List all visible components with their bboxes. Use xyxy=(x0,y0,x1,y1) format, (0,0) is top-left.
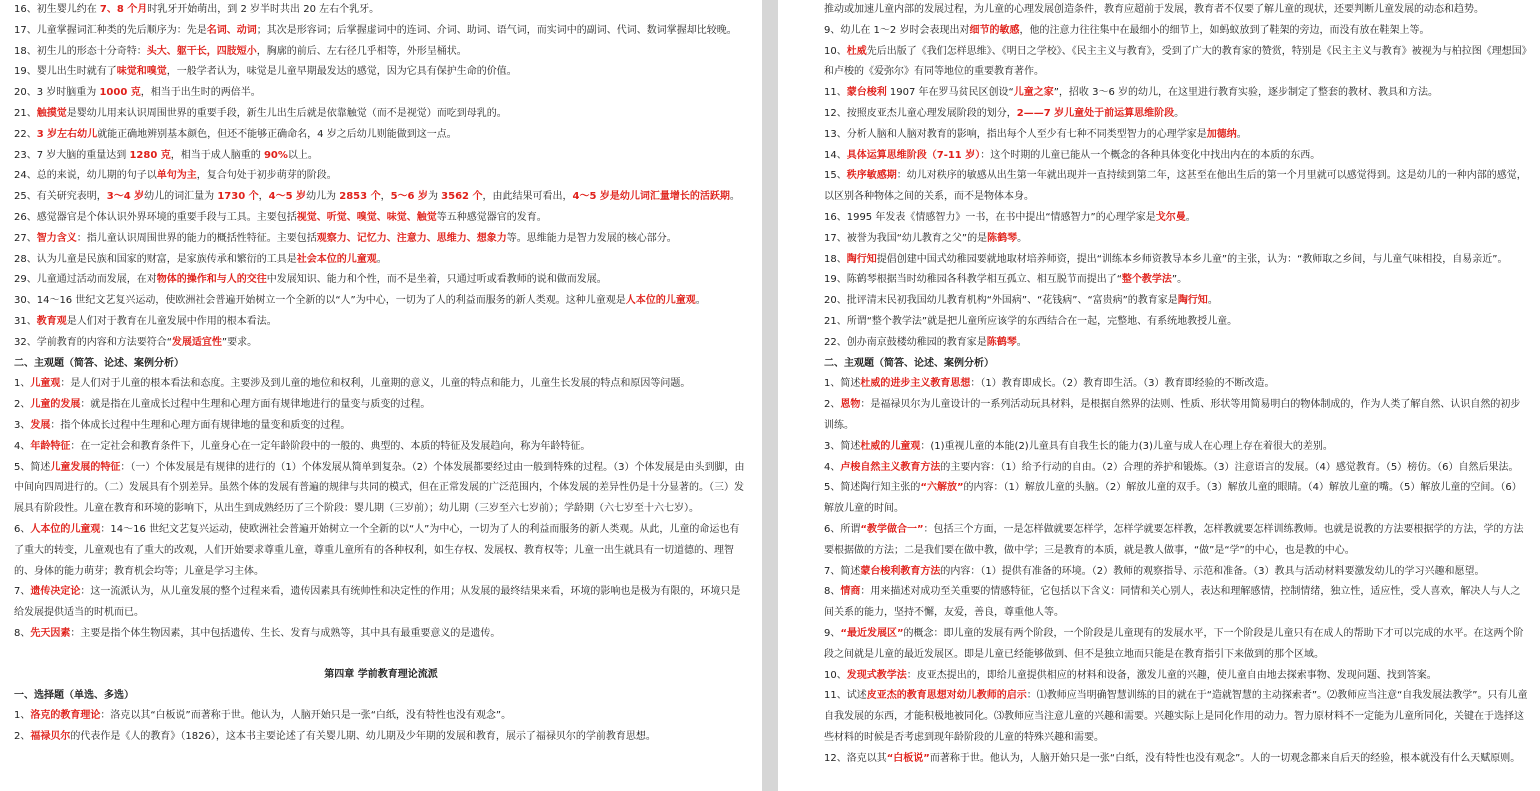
text-run: 24、总的来说，幼儿期的句子以 xyxy=(14,170,157,182)
highlighted-term: 具体运算思维阶段（7-11 岁） xyxy=(846,149,981,161)
text-run: 9、幼儿在 1～2 岁时会表现出对 xyxy=(824,24,970,36)
text-run: 4、 xyxy=(824,461,841,473)
text-run: 等。思维能力是智力发展的核心部分。 xyxy=(506,232,677,244)
text-run: 提倡创建中国式幼稚园要就地取材培养师资，提出“训练本乡师资教导本乡儿童”的主张，认为：“教师取之乡间，与儿童气味相投，自易亲近”。 xyxy=(876,253,1508,265)
text-run: 的概念：即儿童的发展有两个阶段，一个阶段是儿童现有的发展水平，下一个阶段是儿童只有在成人的帮助下才可以完成的水平。在这两个阶段之间就是儿童的最近发展区。即是儿童已经能够做到、但不是独立地而只能是在教育指引下来做到的那个区域。 xyxy=(824,627,1524,660)
paragraph xyxy=(14,229,748,250)
text-run: 17、儿童掌握词汇种类的先后顺序为：先是 xyxy=(14,24,207,36)
highlighted-term: 7、8 个月 xyxy=(99,4,148,15)
paragraph xyxy=(824,21,1530,42)
text-run: 2、 xyxy=(14,731,31,743)
paragraph xyxy=(824,374,1530,395)
text-run: 16、1995 年发表《情感智力》一书，在书中提出“情感智力”的心理学家是 xyxy=(824,211,1156,223)
text-run: 幼儿为 xyxy=(306,191,340,203)
paragraph xyxy=(14,395,748,416)
paragraph xyxy=(14,250,748,271)
highlighted-term: 儿童观 xyxy=(30,378,61,390)
text-run: ，复合句处于初步萌芽的阶段。 xyxy=(196,170,337,182)
highlighted-term: 4～5 岁是幼儿词汇量增长的活跃期 xyxy=(572,191,730,203)
text-run: ：指个体成长过程中生理和心理方面有规律地的量变和质变的过程。 xyxy=(50,419,351,431)
highlighted-term: 3 岁左右幼儿 xyxy=(36,128,98,140)
paragraph xyxy=(824,146,1530,167)
paragraph xyxy=(824,250,1530,271)
paragraph xyxy=(14,62,748,83)
text-run: ，一般学者认为，味觉是儿童早期最发达的感觉，因为它具有保护生命的价值。 xyxy=(166,66,517,78)
highlighted-term: 杜威的进步主义教育思想 xyxy=(860,378,971,390)
highlighted-term: 发现式教学法 xyxy=(846,669,907,681)
text-run: 6、 xyxy=(14,523,31,535)
text-run: ；其次是形容词；后掌握虚词中的连词、介词、助词、语气词，而实词中的副词、代词、数词掌握却比较晚。 xyxy=(256,24,737,36)
highlighted-term: 发展 xyxy=(30,419,51,431)
text-run: 第四章 学前教育理论流派 xyxy=(324,668,438,680)
text-run: 12、按照皮亚杰儿童心理发展阶段的划分， xyxy=(824,107,1017,119)
text-run: ：是福禄贝尔为儿童设计的一系列活动玩具材料，是根据自然界的法则、性质、形状等用简易明白的物体制成的，作为人类了解自然、认识自然的初步训练。 xyxy=(824,399,1521,431)
highlighted-term: “最近发展区” xyxy=(840,627,904,639)
text-run: 的主要内容：（1）给予行动的自由。（2）合理的养护和锻炼。（3）注意语言的发展。（4）感觉教育。（5）榜仿。（6）自然后果法。 xyxy=(940,461,1519,473)
paragraph xyxy=(14,416,748,437)
paragraph xyxy=(824,624,1530,666)
text-run: 。 xyxy=(1017,232,1028,244)
text-run: 20、批评清末民初我国幼儿教育机构“外国病”、“花钱病”、“富贵病”的教育家是 xyxy=(824,295,1178,307)
paragraph xyxy=(14,166,748,187)
text-run: 时乳牙开始萌出，到 2 岁半时共出 20 左右个乳牙。 xyxy=(147,4,380,15)
paragraph xyxy=(14,333,748,354)
highlighted-term: 儿童发展的特征 xyxy=(50,461,121,473)
highlighted-term: 整个教学法 xyxy=(1121,274,1172,286)
text-run: 31、 xyxy=(14,315,37,327)
text-run: 10、 xyxy=(824,669,847,681)
text-run: 5、简述 xyxy=(14,461,51,473)
highlighted-term: 秩序敏感期 xyxy=(846,170,897,182)
text-run: ，胸廓的前后、左右径几乎相等，外形呈桶状。 xyxy=(256,45,467,57)
highlighted-term: 皮亚杰的教育思想对幼儿教师的启示 xyxy=(866,690,1027,702)
paragraph xyxy=(824,291,1530,312)
text-run: 而著称于世。他认为，人脑开始只是一张“白纸，没有特性也没有观念”。人的一切观念都来自后天的经验，根本就没有什么天赋原则。 xyxy=(929,752,1521,764)
text-run: ：幼儿对秩序的敏感从出生第一年就出现并一直持续到第二年，这甚至在他出生后的第一个月里就可以感觉得到。这是幼儿的一种内部的感觉，以区别各种物体之间的关系，而不是物体本身。 xyxy=(824,170,1527,203)
paragraph xyxy=(824,312,1530,333)
paragraph xyxy=(824,562,1530,583)
text-run: 17、被誉为我国“幼儿教育之父”的是 xyxy=(824,232,988,244)
text-run: 。 xyxy=(729,191,740,203)
highlighted-term: 杜威的儿童观 xyxy=(860,440,921,452)
text-run: 是人们对于教育在儿童发展中作用的根本看法。 xyxy=(66,315,277,327)
paragraph xyxy=(824,666,1530,687)
text-run: 的内容：（1）解放儿童的头脑。（2）解放儿童的双手。（3）解放儿童的眼睛。（4）解放儿童的嘴。（5）解放儿童的空间。（6）解放儿童的时间。 xyxy=(824,482,1522,515)
text-run: 19、陈鹤琴根据当时幼稚园各科教学相互孤立、相互脱节而提出了“ xyxy=(824,274,1122,286)
paragraph xyxy=(14,624,748,645)
text-run: 。 xyxy=(1185,211,1196,223)
paragraph xyxy=(14,727,748,748)
text-run: ，相当于成人脑重的 xyxy=(170,149,264,161)
highlighted-term: 情商 xyxy=(840,586,861,598)
paragraph xyxy=(824,83,1530,104)
text-run: 7、简述 xyxy=(824,565,861,577)
text-run: ：就是指在儿童成长过程中生理和心理方面有规律地进行的量变与质变的过程。 xyxy=(80,399,431,411)
section-heading xyxy=(14,686,748,707)
highlighted-term: “六解放” xyxy=(920,482,964,494)
highlighted-term: 2——7 岁儿童处于前运算思维阶段 xyxy=(1016,107,1175,119)
highlighted-term: 智力含义 xyxy=(36,232,77,244)
text-run: 21、所谓“整个教学法”就是把儿童所应该学的东西结合在一起，完整地、有系统地教授儿童。 xyxy=(824,315,1238,327)
highlighted-term: 头大、躯干长，四肢短小 xyxy=(146,45,257,57)
text-run: 20、3 岁时脑重为 xyxy=(14,87,100,99)
paragraph xyxy=(824,0,1530,21)
text-run: 25、有关研究表明， xyxy=(14,191,107,203)
text-run: ，由此结果可看出， xyxy=(482,191,573,203)
highlighted-term: 教育观 xyxy=(36,315,67,327)
paragraph xyxy=(14,458,748,520)
paragraph xyxy=(14,374,748,395)
highlighted-term: 味觉和嗅觉 xyxy=(116,66,167,78)
text-run: 。 xyxy=(695,295,706,307)
text-run: ：是人们对于儿童的根本看法和态度。主要涉及到儿童的地位和权利，儿童期的意义，儿童的特点和能力，儿童生长发展的特点和原因等问题。 xyxy=(60,378,691,390)
text-run: 的代表作是《人的教育》（1826），这本书主要论述了有关婴儿期、幼儿期及少年期的发展和教育，展示了福禄贝尔的学前教育思想。 xyxy=(70,731,656,743)
highlighted-term: 5～6 岁 xyxy=(390,191,428,203)
text-run: ：用来描述对成功至关重要的情感特征，它包括以下含义：同情和关心别人，表达和理解感情，控制情绪，独立性，适应性，受人喜欢，解决人与人之间关系的能力，坚持不懈，友爱，善良，尊重他人等。 xyxy=(824,586,1521,619)
paragraph xyxy=(824,125,1530,146)
paragraph xyxy=(824,270,1530,291)
text-run: ：⑴教师应当明确智慧训练的目的就在于“造就智慧的主动探索者”。⑵教师应当注意“自我发展法教学”。只有儿童自我发展的东西，才能积极地被同化。⑶教师应当注意儿童的兴趣和需要。兴趣实际上是同化作用的动力。智力原材料不一定能为儿童所同化，关键在于选择这些材料的时候是否考虑到现年龄阶段的儿童的特殊兴趣和需要。 xyxy=(824,690,1528,743)
highlighted-term: “白板说” xyxy=(886,752,930,764)
text-run: 27、 xyxy=(14,232,37,244)
text-run: ：这一流派认为，从儿童发展的整个过程来看，遗传因素具有统帅性和决定性的作用；从发展的最终结果来看，环境的影响也是极为有限的，环境只是给发展提供适当的时机而已。 xyxy=(14,586,741,619)
highlighted-term: 恩物 xyxy=(840,399,861,411)
text-run: 16、初生婴儿约在 xyxy=(14,4,100,15)
text-run: ：这个时期的儿童已能从一个概念的各种具体变化中找出内在的本质的东西。 xyxy=(980,149,1321,161)
text-run: 1、 xyxy=(14,710,31,722)
paragraph xyxy=(824,458,1530,479)
paragraph xyxy=(824,229,1530,250)
text-run: 21、 xyxy=(14,107,37,119)
highlighted-term: 1280 克 xyxy=(129,149,171,161)
text-run: 。 xyxy=(1236,128,1247,140)
highlighted-term: 陶行知 xyxy=(1177,295,1208,307)
highlighted-term: 视觉、听觉、嗅觉、味觉、触觉 xyxy=(296,211,437,223)
text-run: 先后出版了《我们怎样思维》、《明日之学校》、《民主主义与教育》，受到了广大的教育家的赞赏，特别是《民主主义与教育》被视为与柏拉图《理想国》和卢梭的《爱弥尔》有同等地位的重要教育著作。 xyxy=(824,45,1527,78)
text-run: ：（1）教育即成长。（2）教育即生活。（3）教育即经验的不断改造。 xyxy=(970,378,1275,390)
paragraph xyxy=(824,395,1530,437)
highlighted-term: 人本位的儿童观 xyxy=(625,295,696,307)
text-run: ， xyxy=(258,191,269,203)
text-run: 推动或加速儿童内部的发展过程，为儿童的心理发展创造条件，教育应超前于发展，教育者不仅要了解儿童的现状，还要判断儿童发展的动态和趋势。 xyxy=(824,4,1484,15)
text-run: 18、 xyxy=(824,253,847,265)
text-run: ”。 xyxy=(1171,274,1188,286)
text-run: 8、 xyxy=(14,627,31,639)
text-run: 13、分析人脑和人脑对教育的影响，指出每个人至少有七种不同类型智力的心理学家是 xyxy=(824,128,1207,140)
text-run: 二、主观题（简答、论述、案例分析） xyxy=(14,357,184,369)
text-run: 7、 xyxy=(14,586,31,598)
text-run: 30、14～16 世纪文艺复兴运动，使欧洲社会普遍开始树立一个全新的以“人”为中心，一切为了人的利益而服务的新人类观。这种儿童观是 xyxy=(14,295,626,307)
text-run: 2、 xyxy=(14,399,31,411)
paragraph xyxy=(14,0,748,21)
text-run: 14、 xyxy=(824,149,847,161)
highlighted-term: 细节的敏感 xyxy=(969,24,1020,36)
text-run: 5、简述陶行知主张的 xyxy=(824,482,921,494)
text-run: ：指儿童认识周围世界的能力的概括性特征。主要包括 xyxy=(76,232,317,244)
text-run: ：（一）个体发展是有规律的进行的（1）个体发展从简单到复杂。（2）个体发展都要经过由一般到特殊的过程。（3）个体发展是由头到脚，由中间向四周进行的。（二）发展具有个别差异。虽然个体的发展有普遍的规律与共同的模式，但在正常发展的广泛范围内，个体发展的差异性仍是十分显著的。（三）发展具有阶段性。儿童在教育和环境的影响下，从出生到成熟经历了三个阶段：婴儿期（三岁前）；幼儿期（三岁至六七岁前）；学龄期（六七岁至十六七岁）。 xyxy=(14,461,745,515)
highlighted-term: 加德纳 xyxy=(1206,128,1237,140)
paragraph xyxy=(824,104,1530,125)
highlighted-term: 陈鹤琴 xyxy=(987,232,1018,244)
paragraph xyxy=(14,208,748,229)
text-run: 8、 xyxy=(824,586,841,598)
text-run: 3、简述 xyxy=(824,440,861,452)
section-heading xyxy=(14,354,748,375)
paragraph xyxy=(824,333,1530,354)
text-run: 等五种感觉器官的发育。 xyxy=(436,211,547,223)
highlighted-term: 儿童之家 xyxy=(1013,87,1054,99)
paragraph xyxy=(824,582,1530,624)
highlighted-term: 物体的操作和与人的交往 xyxy=(156,274,267,286)
text-run: 22、创办南京鼓楼幼稚园的教育家是 xyxy=(824,336,987,348)
highlighted-term: 陈鹤琴 xyxy=(986,336,1017,348)
paragraph xyxy=(824,42,1530,84)
highlighted-term: 先天因素 xyxy=(30,627,71,639)
paragraph xyxy=(824,166,1530,208)
section-gap xyxy=(14,645,748,655)
highlighted-term: 人本位的儿童观 xyxy=(30,523,101,535)
text-run: ：洛克以其“白板说”而著称于世。他认为，人脑开始只是一张“白纸，没有特性也没有观念”。 xyxy=(100,710,512,722)
document-page-right xyxy=(778,0,1540,791)
text-run: ， xyxy=(380,191,391,203)
highlighted-term: 1000 克 xyxy=(99,87,141,99)
highlighted-term: 90% xyxy=(263,149,288,161)
paragraph xyxy=(824,478,1530,520)
text-run: 。 xyxy=(1174,107,1185,119)
text-run: 12、洛克以其 xyxy=(824,752,887,764)
text-run: 11、试述 xyxy=(824,690,867,702)
highlighted-term: 发展适宜性 xyxy=(171,336,222,348)
text-run: 29、儿童通过活动而发展，在对 xyxy=(14,274,157,286)
paragraph xyxy=(14,582,748,624)
paragraph xyxy=(824,749,1530,770)
highlighted-term: 3562 个 xyxy=(441,191,483,203)
text-run: 18、初生儿的形态十分奇特： xyxy=(14,45,147,57)
text-run: 28、认为儿童是民族和国家的财富，是家族传承和繁衍的工具是 xyxy=(14,253,297,265)
section-heading xyxy=(824,354,1530,375)
paragraph xyxy=(14,125,748,146)
text-run: 6、所谓 xyxy=(824,523,861,535)
text-run: 23、7 岁大脑的重量达到 xyxy=(14,149,130,161)
text-run: 二、主观题（简答、论述、案例分析） xyxy=(824,357,994,369)
text-run: 32、学前教育的内容和方法要符合“ xyxy=(14,336,172,348)
text-run: ：主要是指个体生物因素，其中包括遗传、生长、发育与成熟等，其中具有最重要意义的是遗传。 xyxy=(70,627,501,639)
highlighted-term: 洛克的教育理论 xyxy=(30,710,101,722)
paragraph xyxy=(14,21,748,42)
paragraph xyxy=(14,83,748,104)
text-run: ”，招收 3～6 岁的幼儿，在这里进行教育实验，逐步制定了整套的教材、教具和方法。 xyxy=(1053,87,1438,99)
text-run: 10、 xyxy=(824,45,847,57)
paragraph xyxy=(14,437,748,458)
paragraph xyxy=(14,291,748,312)
highlighted-term: 4～5 岁 xyxy=(268,191,307,203)
paragraph xyxy=(824,437,1530,458)
text-run: 26、感觉器官是个体认识外界环境的重要手段与工具。主要包括 xyxy=(14,211,297,223)
highlighted-term: 年龄特征 xyxy=(30,440,71,452)
text-run: 以上。 xyxy=(287,149,318,161)
highlighted-term: 单句为主 xyxy=(156,170,197,182)
paragraph xyxy=(824,208,1530,229)
text-run: ：(1)重视儿童的本能(2)儿童具有自我生长的能力(3)儿童与成人在心理上存在着很大的差别。 xyxy=(920,440,1333,452)
paragraph xyxy=(14,270,748,291)
paragraph xyxy=(14,104,748,125)
text-run: 19、婴儿出生时就有了 xyxy=(14,66,117,78)
text-run: 3、 xyxy=(14,419,31,431)
text-run: ，他的注意力往往集中在最细小的细节上，如蚂蚁放到了鞋架的旁边，而没有放在鞋架上等。 xyxy=(1019,24,1430,36)
paragraph xyxy=(14,520,748,582)
text-run: 22、 xyxy=(14,128,37,140)
paragraph xyxy=(14,187,748,208)
paragraph xyxy=(824,686,1530,748)
highlighted-term: 陶行知 xyxy=(846,253,877,265)
highlighted-term: 观察力、记忆力、注意力、思维力、想象力 xyxy=(316,232,507,244)
text-run: 为 xyxy=(427,191,442,203)
text-run: ：皮亚杰提出的，即给儿童提供相应的材料和设备，激发儿童的兴趣，使儿童自由地去探索事物、发现问题、找到答案。 xyxy=(906,669,1437,681)
highlighted-term: 1730 个 xyxy=(217,191,259,203)
paragraph xyxy=(14,706,748,727)
highlighted-term: 福禄贝尔 xyxy=(30,731,71,743)
text-run: 9、 xyxy=(824,627,841,639)
text-run: 2、 xyxy=(824,399,841,411)
paragraph xyxy=(824,520,1530,562)
text-run: ”要求。 xyxy=(221,336,258,348)
text-run: 1、简述 xyxy=(824,378,861,390)
chapter-title xyxy=(14,655,748,686)
text-run: ：包括三个方面，一是怎样做就要怎样学，怎样学就要怎样教，怎样教就要怎样训练教师。也就是说教的方法要根据学的方法，学的方法要根据做的方法；二是我们要在做中教，做中学；三是教育的本质，就是教人做事，“做”是“学”的中心，也是教的中心。 xyxy=(824,523,1524,556)
highlighted-term: 蒙台梭利教育方法 xyxy=(860,565,941,577)
text-run: 11、 xyxy=(824,87,847,99)
highlighted-term: 蒙台梭利 xyxy=(846,87,887,99)
text-run: 1907 年在罗马贫民区创设“ xyxy=(886,87,1014,99)
text-run: 15、 xyxy=(824,170,847,182)
text-run: 。 xyxy=(1016,336,1027,348)
text-run: 4、 xyxy=(14,440,31,452)
highlighted-term: 3～4 岁 xyxy=(106,191,145,203)
text-run: ：在一定社会和教育条件下，儿童身心在一定年龄阶段中的一般的、典型的、本质的特征及发展趋向，称为年龄特征。 xyxy=(70,440,591,452)
text-run: 中发展知识、能力和个性，而不是坐着，只通过听或看教师的说和做而发展。 xyxy=(266,274,607,286)
paragraph xyxy=(14,312,748,333)
paragraph xyxy=(14,146,748,167)
text-run: ，相当于出生时的两倍半。 xyxy=(140,87,261,99)
text-run: 一、选择题（单选、多选） xyxy=(14,689,134,701)
text-run: 1、 xyxy=(14,378,31,390)
highlighted-term: 名词、动词 xyxy=(206,24,257,36)
highlighted-term: “教学做合一” xyxy=(860,523,924,535)
text-run: 。 xyxy=(1207,295,1218,307)
highlighted-term: 社会本位的儿童观 xyxy=(296,253,377,265)
text-run: 是婴幼儿用来认识周围世界的重要手段，新生儿出生后就是依靠触觉（而不是视觉）而吃到母乳的。 xyxy=(66,107,507,119)
highlighted-term: 戈尔曼 xyxy=(1155,211,1186,223)
highlighted-term: 杜威 xyxy=(846,45,867,57)
text-run: ：14～16 世纪文艺复兴运动，使欧洲社会普遍开始树立一个全新的以“人”为中心，一切为了人的利益而服务的新人类观。从此，儿童的命运也有了重大的转变，儿童观也有了重大的改观，人们开始要求尊重儿童，尊重儿童所有的各种权利，如生存权、发展权、教育权等；儿童一出生就具有一切道德的、理智的、身体的能力萌芽；教育机会均等；儿童是学习主体。 xyxy=(14,523,740,577)
text-run: 。 xyxy=(376,253,387,265)
highlighted-term: 遗传决定论 xyxy=(30,586,81,598)
document-page-left xyxy=(0,0,762,791)
highlighted-term: 儿童的发展 xyxy=(30,399,81,411)
paragraph xyxy=(14,42,748,63)
text-run: 的内容：（1）提供有准备的环境。（2）教师的观察指导、示范和准备。（3）教具与活动材料要激发幼儿的学习兴趣和愿望。 xyxy=(940,565,1485,577)
highlighted-term: 触摸觉 xyxy=(36,107,67,119)
highlighted-term: 卢梭自然主义教育方法 xyxy=(840,461,941,473)
highlighted-term: 2853 个 xyxy=(339,191,381,203)
text-run: 幼儿的词汇量为 xyxy=(144,191,218,203)
text-run: 就能正确地辨别基本颜色，但还不能够正确命名，4 岁之后幼儿则能做到这一点。 xyxy=(97,128,457,140)
